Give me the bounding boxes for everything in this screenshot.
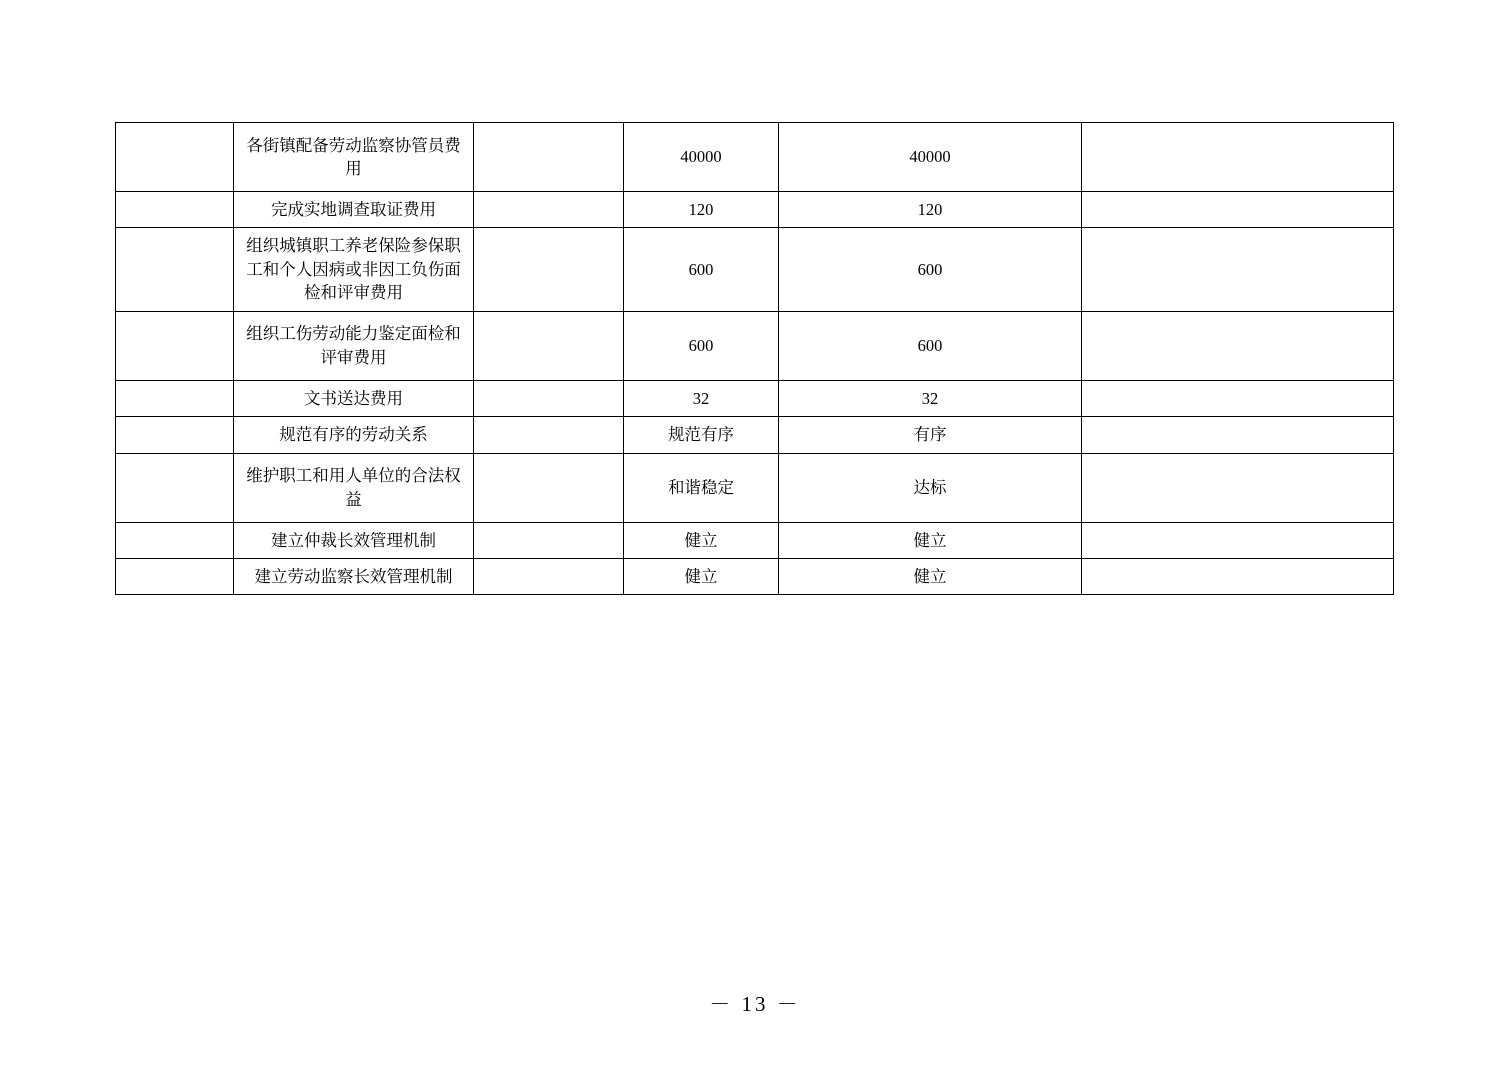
cell-spacer — [474, 380, 624, 416]
cell-category — [116, 228, 234, 311]
cell-actual-value: 健立 — [779, 522, 1082, 558]
cell-actual-value: 达标 — [779, 453, 1082, 522]
cell-category — [116, 522, 234, 558]
cell-spacer — [474, 311, 624, 380]
cell-category — [116, 558, 234, 594]
table-row — [116, 453, 1394, 522]
cell-actual-value: 600 — [779, 311, 1082, 380]
budget-performance-table — [115, 122, 1394, 595]
cell-item: 建立劳动监察长效管理机制 — [234, 558, 474, 594]
cell-target-value: 32 — [624, 380, 779, 416]
table-row — [116, 522, 1394, 558]
cell-target-value: 规范有序 — [624, 417, 779, 453]
cell-item: 规范有序的劳动关系 — [234, 417, 474, 453]
cell-category — [116, 192, 234, 228]
cell-target-value: 健立 — [624, 558, 779, 594]
cell-category — [116, 453, 234, 522]
cell-actual-value: 600 — [779, 228, 1082, 311]
table-row — [116, 192, 1394, 228]
cell-target-value: 600 — [624, 311, 779, 380]
cell-target-value: 40000 — [624, 123, 779, 192]
cell-actual-value: 32 — [779, 380, 1082, 416]
cell-spacer — [474, 123, 624, 192]
cell-actual-value: 健立 — [779, 558, 1082, 594]
cell-item: 各街镇配备劳动监察协管员费用 — [234, 123, 474, 192]
cell-category — [116, 123, 234, 192]
cell-actual-value: 40000 — [779, 123, 1082, 192]
cell-spacer — [474, 522, 624, 558]
table-row — [116, 558, 1394, 594]
cell-item: 组织工伤劳动能力鉴定面检和评审费用 — [234, 311, 474, 380]
table-row — [116, 380, 1394, 416]
cell-category — [116, 380, 234, 416]
table-body — [116, 123, 1394, 595]
cell-item: 完成实地调查取证费用 — [234, 192, 474, 228]
cell-item: 组织城镇职工养老保险参保职工和个人因病或非因工负伤面检和评审费用 — [234, 228, 474, 311]
cell-target-value: 600 — [624, 228, 779, 311]
table-row — [116, 417, 1394, 453]
cell-notes — [1082, 453, 1394, 522]
cell-item: 建立仲裁长效管理机制 — [234, 522, 474, 558]
cell-notes — [1082, 380, 1394, 416]
table-row — [116, 311, 1394, 380]
cell-actual-value: 120 — [779, 192, 1082, 228]
cell-spacer — [474, 192, 624, 228]
cell-category — [116, 417, 234, 453]
cell-notes — [1082, 228, 1394, 311]
cell-item: 文书送达费用 — [234, 380, 474, 416]
cell-notes — [1082, 192, 1394, 228]
cell-spacer — [474, 558, 624, 594]
cell-item: 维护职工和用人单位的合法权益 — [234, 453, 474, 522]
cell-category — [116, 311, 234, 380]
cell-spacer — [474, 453, 624, 522]
cell-target-value: 健立 — [624, 522, 779, 558]
cell-notes — [1082, 417, 1394, 453]
table-row — [116, 123, 1394, 192]
cell-actual-value: 有序 — [779, 417, 1082, 453]
page-number: － 13 － — [709, 992, 801, 1016]
cell-target-value: 和谐稳定 — [624, 453, 779, 522]
cell-notes — [1082, 558, 1394, 594]
cell-notes — [1082, 123, 1394, 192]
cell-target-value: 120 — [624, 192, 779, 228]
cell-spacer — [474, 228, 624, 311]
cell-notes — [1082, 311, 1394, 380]
cell-spacer — [474, 417, 624, 453]
table-row — [116, 228, 1394, 311]
cell-notes — [1082, 522, 1394, 558]
